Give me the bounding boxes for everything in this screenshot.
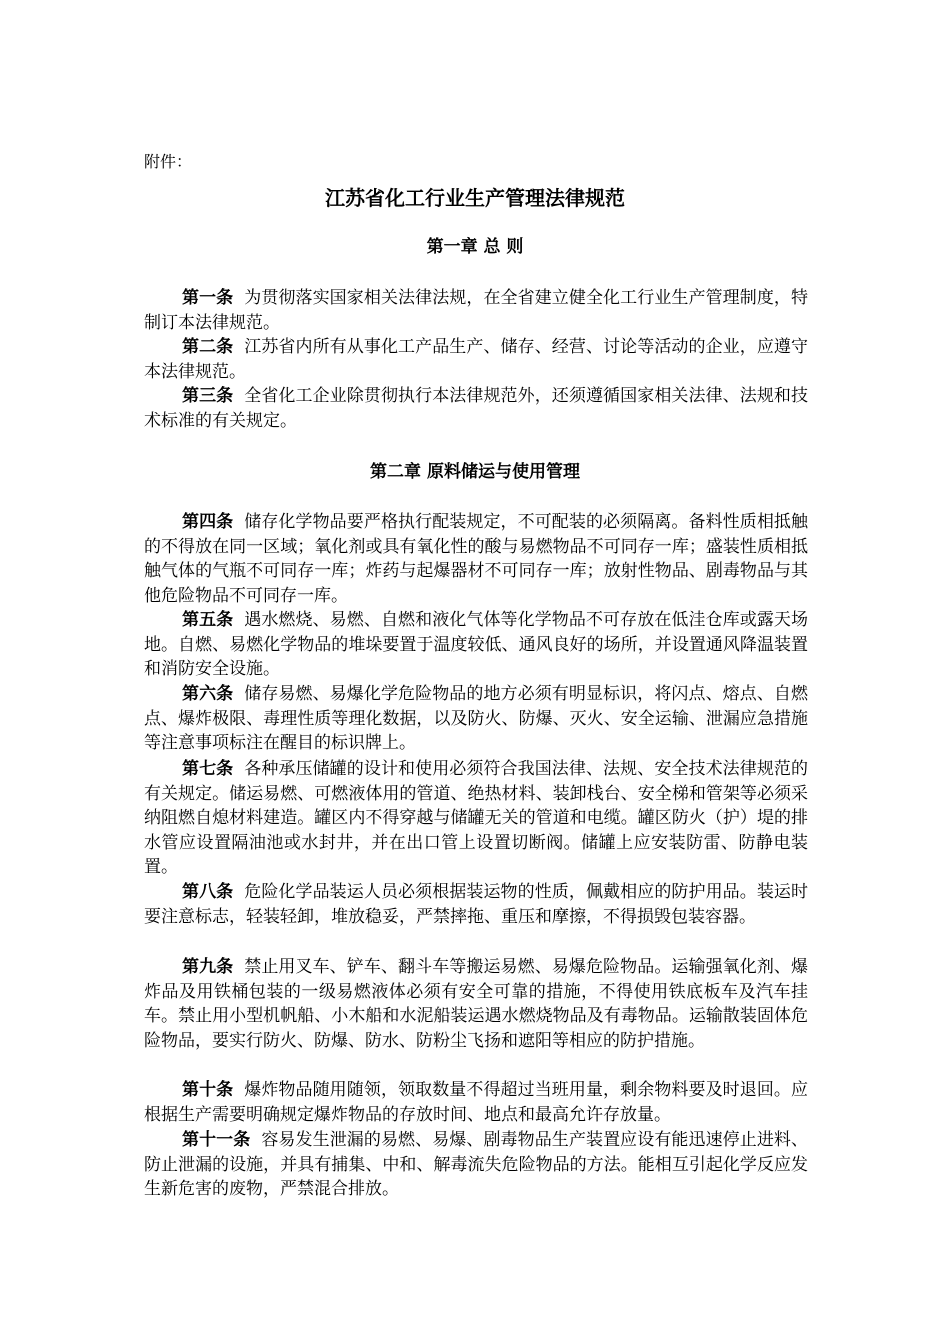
article-number: 第四条	[182, 512, 234, 532]
article-number: 第十条	[182, 1080, 234, 1100]
article-text: 江苏省内所有从事化工产品生产、储存、经营、讨论等活动的企业，应遵守本法律规范。	[144, 337, 809, 382]
article-number: 第二条	[182, 337, 234, 357]
article-6	[144, 682, 808, 756]
attachment-label: 附件：	[144, 152, 193, 171]
chapter-heading-1: 第一章 总 则	[426, 237, 524, 257]
article-10	[144, 1078, 808, 1127]
article-text: 爆炸物品随用随领，领取数量不得超过当班用量，剩余物料要及时退回。应根据生产需要明确规定爆炸物品的存放时间、地点和最高允许存放量。	[144, 1080, 809, 1125]
article-number: 第八条	[182, 882, 234, 902]
article-text: 遇水燃烧、易燃、自燃和液化气体等化学物品不可存放在低洼仓库或露天场地。自燃、易燃化学物品的堆垛要置于温度较低、通风良好的场所，并设置通风降温装置和消防安全设施。	[144, 610, 809, 679]
article-number: 第三条	[182, 386, 234, 406]
article-7	[144, 757, 808, 880]
article-2	[144, 335, 808, 384]
article-text: 危险化学品装运人员必须根据装运物的性质，佩戴相应的防护用品。装运时要注意标志，轻装轻卸，堆放稳妥，严禁摔拖、重压和摩擦，不得损毁包装容器。	[144, 882, 809, 927]
article-text: 为贯彻落实国家相关法律法规，在全省建立健全化工行业生产管理制度，特制订本法律规范。	[144, 288, 809, 333]
article-11	[144, 1128, 808, 1202]
article-5	[144, 608, 808, 682]
article-number: 第九条	[182, 957, 234, 977]
article-number: 第十一条	[182, 1130, 251, 1150]
article-number: 第六条	[182, 684, 234, 704]
article-4	[144, 510, 808, 608]
article-3	[144, 384, 808, 433]
article-text: 储存化学物品要严格执行配装规定，不可配装的必须隔离。备料性质相抵触的不得放在同一区域；氧化剂或具有氧化性的酸与易燃物品不可同存一库；盛装性质相抵触气体的气瓶不可同存一库；炸药与起爆器材不可同存一库；放射性物品、剧毒物品与其他危险物品不可同存一库。	[144, 512, 809, 606]
article-1	[144, 286, 808, 335]
article-number: 第一条	[182, 288, 234, 308]
chapter-heading-2: 第二章 原料储运与使用管理	[370, 462, 580, 482]
article-8	[144, 880, 808, 929]
article-number: 第七条	[182, 759, 234, 779]
article-9	[144, 955, 808, 1053]
article-text: 储存易燃、易爆化学危险物品的地方必须有明显标识，将闪点、熔点、自燃点、爆炸极限、毒理性质等理化数据，以及防火、防爆、灭火、安全运输、泄漏应急措施等注意事项标注在醒目的标识牌上。	[144, 684, 809, 753]
article-text: 容易发生泄漏的易燃、易爆、剧毒物品生产装置应设有能迅速停止进料、防止泄漏的设施，并具有捕集、中和、解毒流失危险物品的方法。能相互引起化学反应发生新危害的废物，严禁混合排放。	[144, 1130, 809, 1199]
article-text: 全省化工企业除贯彻执行本法律规范外，还须遵循国家相关法律、法规和技术标准的有关规定。	[144, 386, 809, 431]
article-number: 第五条	[182, 610, 234, 630]
article-text: 各种承压储罐的设计和使用必须符合我国法律、法规、安全技术法律规范的有关规定。储运易燃、可燃液体用的管道、绝热材料、装卸栈台、安全梯和管架等必须采纳阻燃自熄材料建造。罐区内不得穿越与储罐无关的管道和电缆。罐区防火（护）堤的排水管应设置隔油池或水封井，并在出口管上设置切断阀。储罐上应安装防雷、防静电装置。	[144, 759, 809, 877]
article-text: 禁止用叉车、铲车、翻斗车等搬运易燃、易爆危险物品。运输强氧化剂、爆炸品及用铁桶包装的一级易燃液体必须有安全可靠的措施，不得使用铁底板车及汽车挂车。禁止用小型机帆船、小木船和水泥船装运遇水燃烧物品及有毒物品。运输散装固体危险物品，要实行防火、防爆、防水、防粉尘飞扬和遮阳等相应的防护措施。	[144, 957, 809, 1051]
document-title: 江苏省化工行业生产管理法律规范	[325, 186, 625, 210]
